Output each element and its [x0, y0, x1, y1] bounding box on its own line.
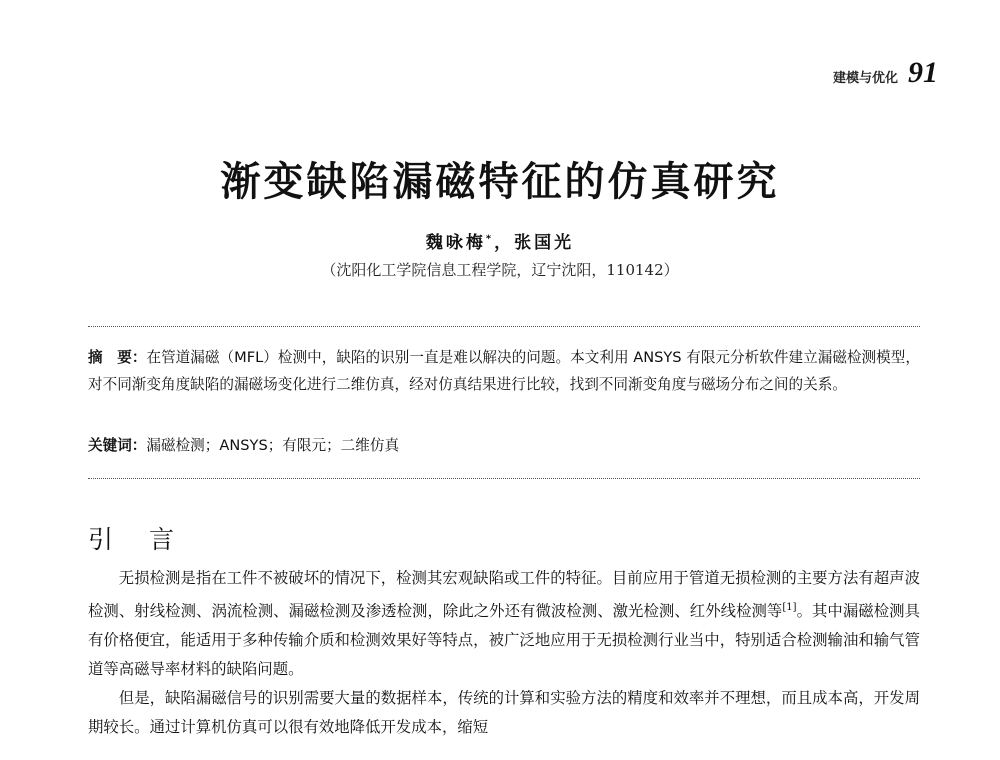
divider-bottom	[88, 478, 920, 479]
header-section-name: 建模与优化	[832, 71, 898, 86]
page-number: 91	[908, 56, 938, 89]
body-text	[88, 564, 920, 742]
keywords-text: 漏磁检测；ANSYS；有限元；二维仿真	[146, 437, 400, 454]
paper-title: 渐变缺陷漏磁特征的仿真研究	[220, 158, 780, 205]
author-separator: ，	[494, 233, 515, 253]
divider-top	[88, 326, 920, 327]
corresponding-author-mark: *	[485, 233, 495, 245]
abstract-label: 摘 要：	[88, 349, 147, 366]
paragraph-text: 无损检测是指在工件不被破坏的情况下，检测其宏观缺陷或工件的特征。目前应用于管道无损检测的主要方法有超声波检测、射线检测、涡流检测、漏磁检测及渗透检测，除此之外还有微波检测、激光检测、红外线检测等	[88, 569, 920, 621]
paragraph	[88, 564, 920, 684]
affiliation: （沈阳化工学院信息工程学院，辽宁沈阳，110142）	[321, 261, 679, 279]
author-name: 魏咏梅	[425, 233, 486, 253]
abstract	[88, 344, 920, 398]
section-heading: 引 言	[88, 525, 188, 554]
paragraph: 但是，缺陷漏磁信号的识别需要大量的数据样本，传统的计算和实验方法的精度和效率并不理想，而且成本高，开发周期较长。通过计算机仿真可以很有效地降低开发成本，缩短	[88, 689, 920, 737]
author-name: 张国光	[514, 233, 575, 253]
paragraph-text: 。其中漏磁检测具有价格便宜，能适用于多种传输介质和检测效果好等特点，被广泛地应用于无损检测行业当中，特别适合检测输油和输气管道等高磁导率材料的缺陷问题。	[88, 602, 920, 679]
author-line	[0, 228, 1000, 253]
keywords	[88, 432, 920, 459]
citation-ref: [1]	[782, 602, 797, 613]
running-header	[833, 58, 938, 88]
keywords-label: 关键词：	[88, 437, 147, 454]
abstract-text: 在管道漏磁（MFL）检测中，缺陷的识别一直是难以解决的问题。本文利用 ANSYS 有限元分析软件建立漏磁检测模型，对不同渐变角度缺陷的漏磁场变化进行二维仿真，经对仿真结果进行比较，找到不同渐变角度与磁场分布之间的关系。	[88, 349, 920, 393]
